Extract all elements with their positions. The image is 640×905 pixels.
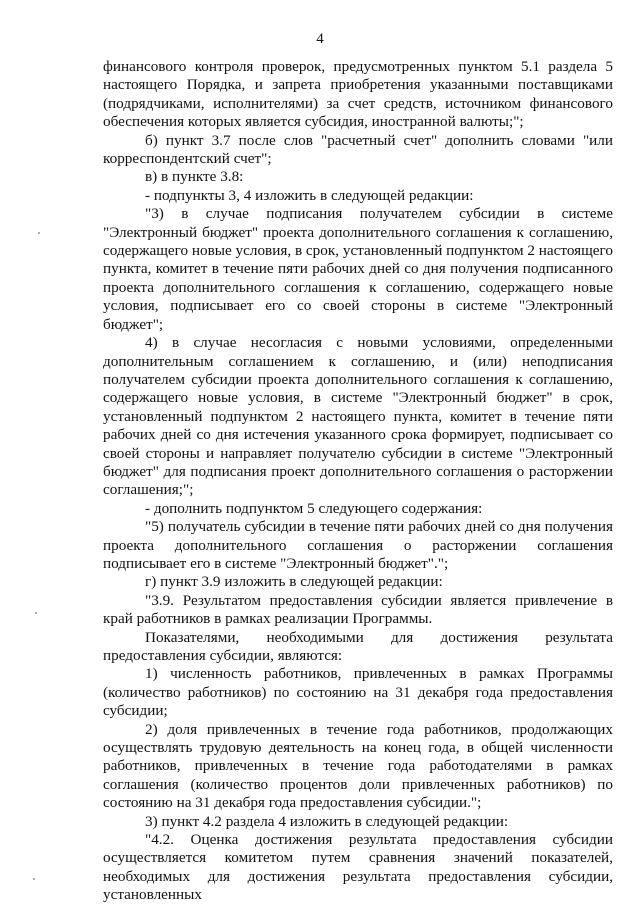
paragraph: г) пункт 3.9 изложить в следующей редакции:	[145, 573, 443, 591]
paragraph: Показателями, необходимыми для достижения результата предоставления субсидии, являются:	[103, 628, 613, 664]
paragraph: "3) в случае подписания получателем субсидии в системе "Электронный бюджет" проекта дополнительного соглашения к соглашению, содержащего новые условия, в срок, установленный подпунктом 2 настоящего пункта, комитет в течение пяти рабочих дней со дня получения подписанного проекта дополнительного соглашения к соглашению, содержащего новые условия, подписывает его со своей стороны в системе "Электронный бюджет";	[103, 205, 613, 333]
paragraph: 2) доля привлеченных в течение года работников, продолжающих осуществлять трудовую деятельность на конец года, в общей численности работников, привлеченных в течение года работодателями в рамках соглашения (количество процентов доли привлеченных работников) по состоянию на 31 декабря года предоставления субсидии.";	[103, 720, 613, 812]
paragraph: "5) получатель субсидии в течение пяти рабочих дней со дня получения проекта дополнительного соглашения о расторжении соглашения подписывает его в системе "Электронный бюджет".";	[103, 518, 613, 572]
scan-speck	[35, 612, 37, 614]
paragraph: - подпункты 3, 4 изложить в следующей редакции:	[145, 186, 474, 204]
paragraph: б) пункт 3.7 после слов "расчетный счет" дополнить словами "или корреспондентский счет";	[103, 131, 613, 168]
paragraph: в) в пункте 3.8:	[145, 168, 244, 186]
paragraph: - дополнить подпунктом 5 следующего содержания:	[145, 499, 483, 517]
paragraph: финансового контроля проверок, предусмотренных пунктом 5.1 раздела 5 настоящего Порядка, и запрета приобретения указанными поставщиками (подрядчиками, исполнителями) за счет средств, источником финансового обеспечения которых является субсидия, иностранной валюты;";	[103, 58, 613, 131]
paragraph: 3) пункт 4.2 раздела 4 изложить в следующей редакции:	[145, 812, 509, 830]
scan-speck	[33, 878, 35, 880]
paragraph: "4.2. Оценка достижения результата предоставления субсидии осуществляется комитетом путем сравнения значений показателей, необходимых для достижения результата предоставления субсидии, установленных	[103, 831, 613, 904]
paragraph: "3.9. Результатом предоставления субсидии является привлечение в край работников в рамках реализации Программы.	[103, 591, 613, 628]
paragraph: 4) в случае несогласия с новыми условиями, определенными дополнительным соглашением к соглашению, и (или) неподписания получателем субсидии проекта дополнительного соглашения к соглашению, содержащего новые условия, в системе "Электронный бюджет" в срок, установленный подпунктом 2 настоящего пункта, комитет в течение пяти рабочих дней со дня истечения указанного срока формирует, подписывает со своей стороны и направляет получателю субсидии в системе "Электронный бюджет" для подписания проект дополнительного соглашения о расторжении соглашения;";	[103, 334, 613, 499]
page-number: 4	[316, 31, 324, 47]
paragraph: 1) численность работников, привлеченных в рамках Программы (количество работников) по состоянию на 31 декабря года предоставления субсидии;	[103, 665, 613, 720]
document-body	[103, 58, 613, 905]
scan-speck	[38, 232, 40, 234]
